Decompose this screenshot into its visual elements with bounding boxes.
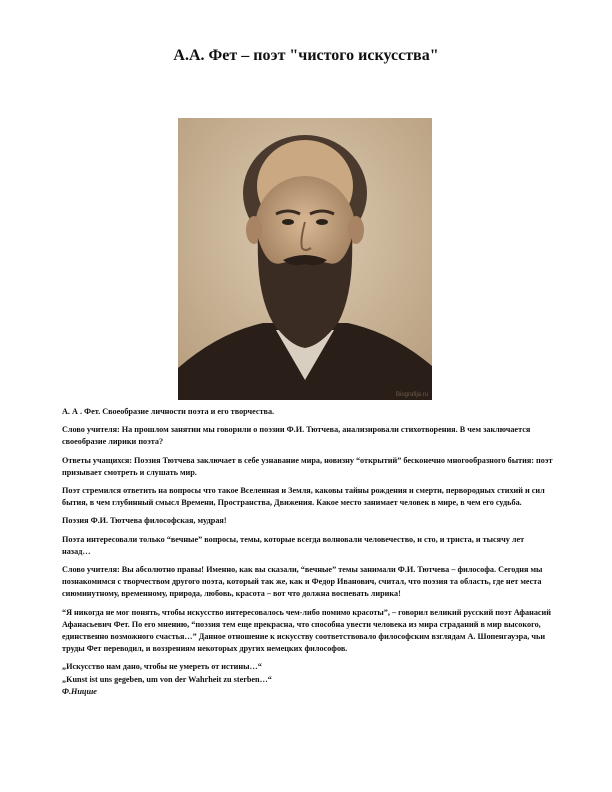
epigraph-author: Ф.Ницше: [62, 686, 97, 696]
paragraph-4: Поэт стремился ответить на вопросы что такое Вселенная и Земля, каковы тайны рождения и смерти, первородных стихий и сил бытия, в чем глубинный смысл Времени, Пространства, Движения. Какое место занимает человек в мире, в чем его судьба.: [62, 486, 545, 508]
paragraph-5: Поэзия Ф.И. Тютчева философская, мудрая!: [62, 516, 227, 526]
epigraph-line-1: „Искусство нам дано, чтобы не умереть от истины…“: [62, 662, 262, 672]
paragraph-3: Ответы учащихся: Поэзия Тютчева заключает в себе узнавание мира, новизну “открытий” бесконечно многообразного бытия: поэт призывает смотреть и слушать мир.: [62, 455, 553, 477]
paragraph-8: “Я никогда не мог понять, чтобы искусство интересовалось чем-либо помимо красоты”, – говорил великий русский поэт Афанасий Афанасьевич Фет. По его мнению, “поэзия тем еще прекрасна, что способна увести человека из мира страданий в мир высокого, единственно возможного счастья…” Данное отношение к искусству соответствовало философским взглядам А. Шопенгауэра, чьи труды Фет переводил, и воззрениям некоторых других немецких философов.: [62, 607, 551, 654]
document-body: [62, 406, 554, 698]
epigraph-line-2: „Kunst ist uns gegeben, um von der Wahrheit zu sterben…“: [62, 674, 272, 684]
portrait-caption: Biografija.ru: [395, 392, 428, 398]
paragraph-2: Слово учителя: На прошлом занятии мы говорили о поэзии Ф.И. Тютчева, анализировали стихотворения. В чем заключается своеобразие лирики поэта?: [62, 425, 531, 447]
page-title: А.А. Фет – поэт "чистого искусства": [173, 47, 439, 64]
paragraph-1: А. А . Фет. Своеобразие личности поэта и его творчества.: [62, 407, 275, 416]
paragraph-6: Поэта интересовали только “вечные” вопросы, темы, которые всегда волновали человечество, и сто, и триста, и тысячу лет назад…: [62, 534, 525, 556]
portrait-illustration: [178, 118, 432, 400]
paragraph-7: Слово учителя: Вы абсолютно правы! Именно, как вы сказали, “вечные” темы занимали Ф.И. Тютчева – философа. Сегодня мы познакомимся с творчеством другого поэта, который так же, как и Федор Иванович, считал, что поэзия та область, где нет места сиюминутному, временному, природа, любовь, красота – вот что должна воспевать лирика!: [62, 565, 543, 599]
poet-portrait-image: [178, 118, 432, 400]
